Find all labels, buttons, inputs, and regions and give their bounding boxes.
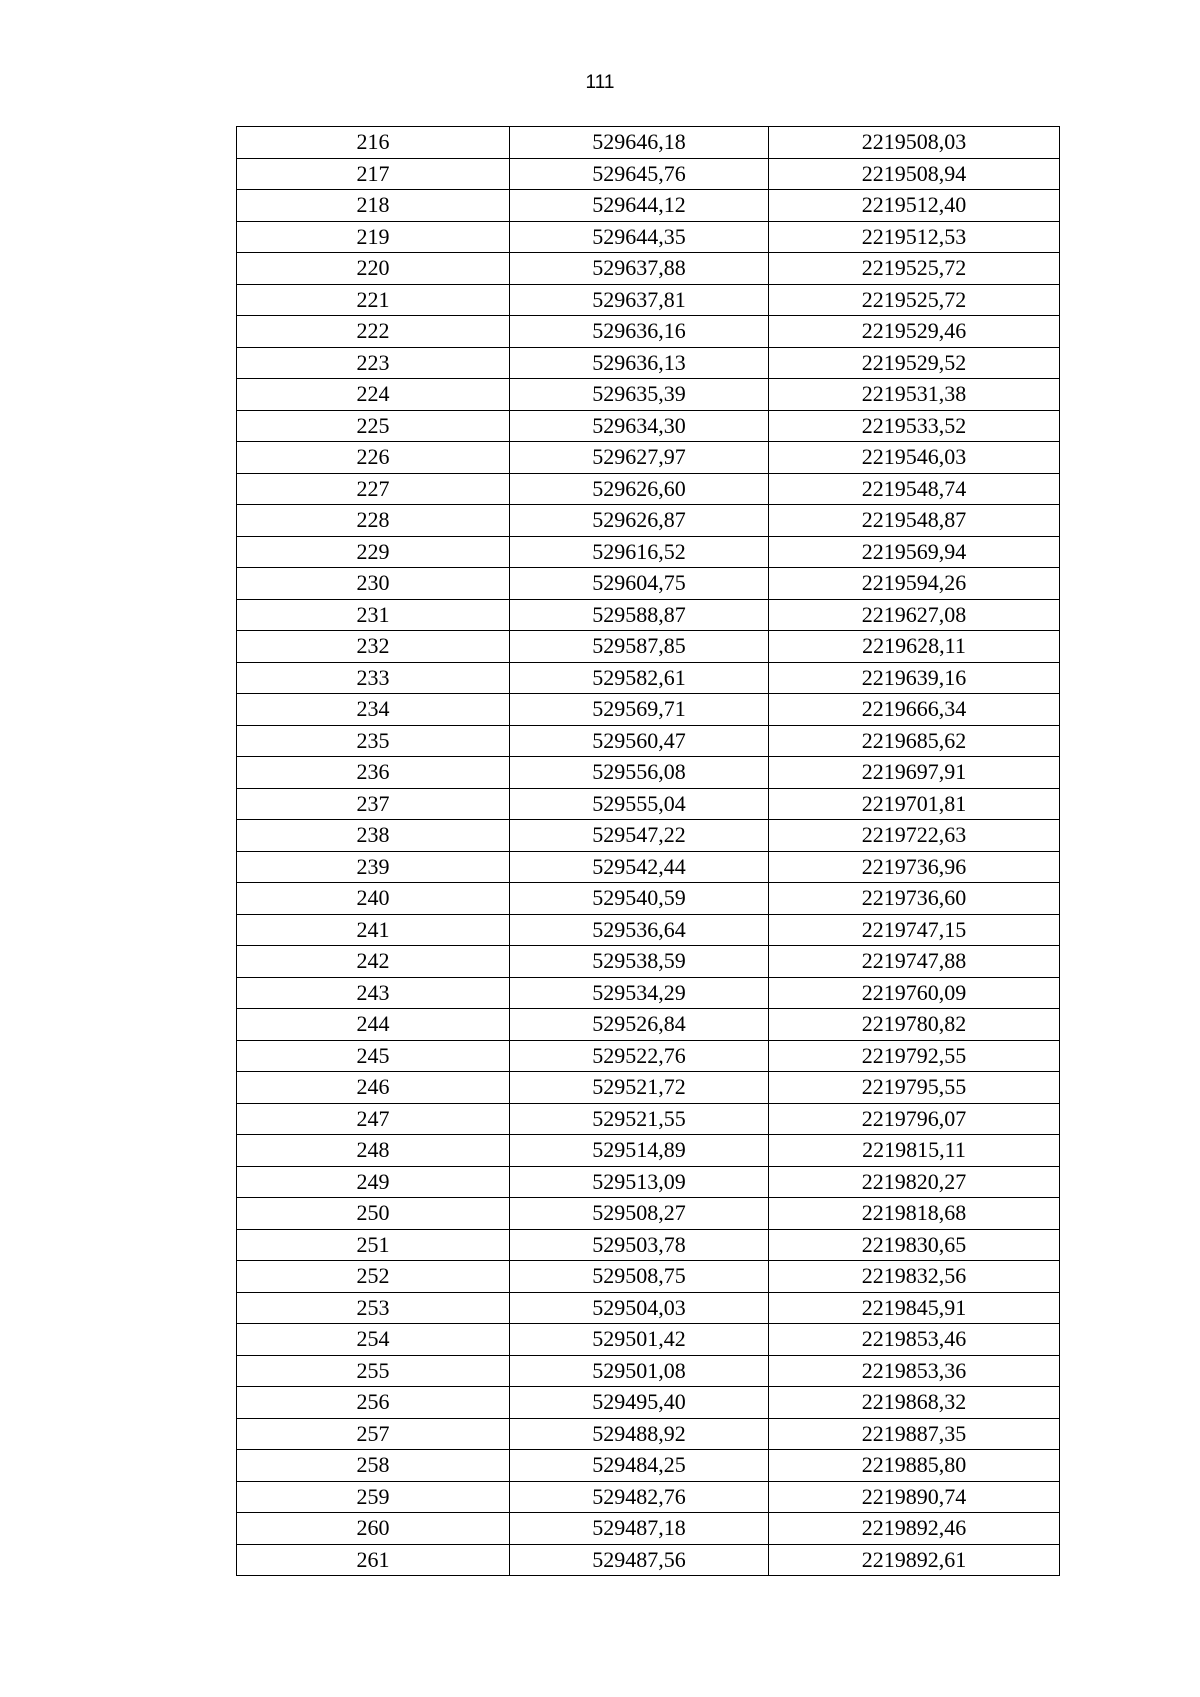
table-row <box>237 473 1060 505</box>
point-number-cell: 256 <box>237 1387 510 1419</box>
point-number-cell: 244 <box>237 1009 510 1041</box>
point-number-cell: 249 <box>237 1166 510 1198</box>
x-coordinate-cell: 529636,13 <box>510 347 769 379</box>
y-coordinate-cell: 2219639,16 <box>769 662 1060 694</box>
y-coordinate-cell: 2219830,65 <box>769 1229 1060 1261</box>
point-number-cell: 247 <box>237 1103 510 1135</box>
x-coordinate-cell: 529508,27 <box>510 1198 769 1230</box>
table-row <box>237 1072 1060 1104</box>
table-row <box>237 568 1060 600</box>
y-coordinate-cell: 2219548,87 <box>769 505 1060 537</box>
point-number-cell: 242 <box>237 946 510 978</box>
point-number-cell: 241 <box>237 914 510 946</box>
table-row <box>237 284 1060 316</box>
x-coordinate-cell: 529637,81 <box>510 284 769 316</box>
point-number-cell: 216 <box>237 127 510 159</box>
table-row <box>237 1292 1060 1324</box>
table-row <box>237 1103 1060 1135</box>
point-number-cell: 231 <box>237 599 510 631</box>
y-coordinate-cell: 2219747,88 <box>769 946 1060 978</box>
point-number-cell: 222 <box>237 316 510 348</box>
x-coordinate-cell: 529501,08 <box>510 1355 769 1387</box>
table-row <box>237 442 1060 474</box>
point-number-cell: 261 <box>237 1544 510 1576</box>
point-number-cell: 223 <box>237 347 510 379</box>
x-coordinate-cell: 529536,64 <box>510 914 769 946</box>
x-coordinate-cell: 529582,61 <box>510 662 769 694</box>
x-coordinate-cell: 529521,55 <box>510 1103 769 1135</box>
point-number-cell: 217 <box>237 158 510 190</box>
x-coordinate-cell: 529508,75 <box>510 1261 769 1293</box>
y-coordinate-cell: 2219780,82 <box>769 1009 1060 1041</box>
table-row <box>237 410 1060 442</box>
point-number-cell: 224 <box>237 379 510 411</box>
x-coordinate-cell: 529604,75 <box>510 568 769 600</box>
x-coordinate-cell: 529569,71 <box>510 694 769 726</box>
table-row <box>237 1198 1060 1230</box>
point-number-cell: 229 <box>237 536 510 568</box>
x-coordinate-cell: 529555,04 <box>510 788 769 820</box>
x-coordinate-cell: 529514,89 <box>510 1135 769 1167</box>
y-coordinate-cell: 2219796,07 <box>769 1103 1060 1135</box>
x-coordinate-cell: 529627,97 <box>510 442 769 474</box>
x-coordinate-cell: 529587,85 <box>510 631 769 663</box>
point-number-cell: 237 <box>237 788 510 820</box>
point-number-cell: 258 <box>237 1450 510 1482</box>
point-number-cell: 221 <box>237 284 510 316</box>
y-coordinate-cell: 2219508,94 <box>769 158 1060 190</box>
point-number-cell: 225 <box>237 410 510 442</box>
x-coordinate-cell: 529626,87 <box>510 505 769 537</box>
table-row <box>237 757 1060 789</box>
table-row <box>237 1387 1060 1419</box>
x-coordinate-cell: 529540,59 <box>510 883 769 915</box>
x-coordinate-cell: 529487,18 <box>510 1513 769 1545</box>
point-number-cell: 255 <box>237 1355 510 1387</box>
table-row <box>237 1261 1060 1293</box>
point-number-cell: 234 <box>237 694 510 726</box>
point-number-cell: 252 <box>237 1261 510 1293</box>
y-coordinate-cell: 2219890,74 <box>769 1481 1060 1513</box>
x-coordinate-cell: 529626,60 <box>510 473 769 505</box>
table-row <box>237 347 1060 379</box>
y-coordinate-cell: 2219892,61 <box>769 1544 1060 1576</box>
coordinates-table-body <box>237 127 1060 1576</box>
point-number-cell: 243 <box>237 977 510 1009</box>
x-coordinate-cell: 529547,22 <box>510 820 769 852</box>
y-coordinate-cell: 2219818,68 <box>769 1198 1060 1230</box>
table-row <box>237 977 1060 1009</box>
y-coordinate-cell: 2219892,46 <box>769 1513 1060 1545</box>
y-coordinate-cell: 2219685,62 <box>769 725 1060 757</box>
point-number-cell: 259 <box>237 1481 510 1513</box>
y-coordinate-cell: 2219820,27 <box>769 1166 1060 1198</box>
table-row <box>237 631 1060 663</box>
table-row <box>237 1229 1060 1261</box>
y-coordinate-cell: 2219628,11 <box>769 631 1060 663</box>
x-coordinate-cell: 529646,18 <box>510 127 769 159</box>
table-row <box>237 536 1060 568</box>
table-row <box>237 788 1060 820</box>
x-coordinate-cell: 529488,92 <box>510 1418 769 1450</box>
table-row <box>237 1481 1060 1513</box>
x-coordinate-cell: 529542,44 <box>510 851 769 883</box>
x-coordinate-cell: 529588,87 <box>510 599 769 631</box>
y-coordinate-cell: 2219701,81 <box>769 788 1060 820</box>
point-number-cell: 226 <box>237 442 510 474</box>
x-coordinate-cell: 529645,76 <box>510 158 769 190</box>
y-coordinate-cell: 2219594,26 <box>769 568 1060 600</box>
y-coordinate-cell: 2219736,60 <box>769 883 1060 915</box>
y-coordinate-cell: 2219529,46 <box>769 316 1060 348</box>
x-coordinate-cell: 529513,09 <box>510 1166 769 1198</box>
x-coordinate-cell: 529634,30 <box>510 410 769 442</box>
y-coordinate-cell: 2219627,08 <box>769 599 1060 631</box>
table-row <box>237 1544 1060 1576</box>
point-number-cell: 245 <box>237 1040 510 1072</box>
table-row <box>237 883 1060 915</box>
point-number-cell: 260 <box>237 1513 510 1545</box>
x-coordinate-cell: 529534,29 <box>510 977 769 1009</box>
table-row <box>237 379 1060 411</box>
y-coordinate-cell: 2219887,35 <box>769 1418 1060 1450</box>
x-coordinate-cell: 529522,76 <box>510 1040 769 1072</box>
table-row <box>237 851 1060 883</box>
x-coordinate-cell: 529504,03 <box>510 1292 769 1324</box>
y-coordinate-cell: 2219569,94 <box>769 536 1060 568</box>
table-row <box>237 1324 1060 1356</box>
table-row <box>237 1513 1060 1545</box>
point-number-cell: 235 <box>237 725 510 757</box>
table-row <box>237 1009 1060 1041</box>
y-coordinate-cell: 2219697,91 <box>769 757 1060 789</box>
table-row <box>237 662 1060 694</box>
y-coordinate-cell: 2219760,09 <box>769 977 1060 1009</box>
point-number-cell: 219 <box>237 221 510 253</box>
point-number-cell: 250 <box>237 1198 510 1230</box>
y-coordinate-cell: 2219533,52 <box>769 410 1060 442</box>
point-number-cell: 251 <box>237 1229 510 1261</box>
y-coordinate-cell: 2219512,53 <box>769 221 1060 253</box>
x-coordinate-cell: 529556,08 <box>510 757 769 789</box>
x-coordinate-cell: 529616,52 <box>510 536 769 568</box>
y-coordinate-cell: 2219853,36 <box>769 1355 1060 1387</box>
x-coordinate-cell: 529644,35 <box>510 221 769 253</box>
y-coordinate-cell: 2219792,55 <box>769 1040 1060 1072</box>
point-number-cell: 238 <box>237 820 510 852</box>
x-coordinate-cell: 529526,84 <box>510 1009 769 1041</box>
y-coordinate-cell: 2219548,74 <box>769 473 1060 505</box>
x-coordinate-cell: 529487,56 <box>510 1544 769 1576</box>
point-number-cell: 257 <box>237 1418 510 1450</box>
y-coordinate-cell: 2219736,96 <box>769 851 1060 883</box>
y-coordinate-cell: 2219525,72 <box>769 253 1060 285</box>
y-coordinate-cell: 2219531,38 <box>769 379 1060 411</box>
point-number-cell: 233 <box>237 662 510 694</box>
table-row <box>237 914 1060 946</box>
table-row <box>237 1450 1060 1482</box>
y-coordinate-cell: 2219845,91 <box>769 1292 1060 1324</box>
point-number-cell: 220 <box>237 253 510 285</box>
x-coordinate-cell: 529482,76 <box>510 1481 769 1513</box>
table-row <box>237 190 1060 222</box>
point-number-cell: 228 <box>237 505 510 537</box>
table-row <box>237 1355 1060 1387</box>
point-number-cell: 218 <box>237 190 510 222</box>
table-row <box>237 1040 1060 1072</box>
y-coordinate-cell: 2219512,40 <box>769 190 1060 222</box>
y-coordinate-cell: 2219747,15 <box>769 914 1060 946</box>
point-number-cell: 236 <box>237 757 510 789</box>
coordinates-table <box>236 126 1060 1576</box>
table-row <box>237 1135 1060 1167</box>
x-coordinate-cell: 529635,39 <box>510 379 769 411</box>
table-row <box>237 820 1060 852</box>
table-row <box>237 221 1060 253</box>
table-row <box>237 599 1060 631</box>
x-coordinate-cell: 529521,72 <box>510 1072 769 1104</box>
point-number-cell: 253 <box>237 1292 510 1324</box>
point-number-cell: 254 <box>237 1324 510 1356</box>
table-row <box>237 1418 1060 1450</box>
table-row <box>237 725 1060 757</box>
table-row <box>237 946 1060 978</box>
x-coordinate-cell: 529484,25 <box>510 1450 769 1482</box>
y-coordinate-cell: 2219666,34 <box>769 694 1060 726</box>
y-coordinate-cell: 2219546,03 <box>769 442 1060 474</box>
point-number-cell: 248 <box>237 1135 510 1167</box>
x-coordinate-cell: 529495,40 <box>510 1387 769 1419</box>
x-coordinate-cell: 529637,88 <box>510 253 769 285</box>
page-number: 111 <box>585 72 615 93</box>
point-number-cell: 230 <box>237 568 510 600</box>
table-row <box>237 1166 1060 1198</box>
y-coordinate-cell: 2219853,46 <box>769 1324 1060 1356</box>
x-coordinate-cell: 529501,42 <box>510 1324 769 1356</box>
y-coordinate-cell: 2219525,72 <box>769 284 1060 316</box>
table-row <box>237 158 1060 190</box>
point-number-cell: 227 <box>237 473 510 505</box>
x-coordinate-cell: 529538,59 <box>510 946 769 978</box>
y-coordinate-cell: 2219815,11 <box>769 1135 1060 1167</box>
y-coordinate-cell: 2219508,03 <box>769 127 1060 159</box>
table-row <box>237 505 1060 537</box>
x-coordinate-cell: 529560,47 <box>510 725 769 757</box>
point-number-cell: 246 <box>237 1072 510 1104</box>
table-row <box>237 127 1060 159</box>
table-row <box>237 694 1060 726</box>
y-coordinate-cell: 2219722,63 <box>769 820 1060 852</box>
point-number-cell: 232 <box>237 631 510 663</box>
y-coordinate-cell: 2219832,56 <box>769 1261 1060 1293</box>
y-coordinate-cell: 2219885,80 <box>769 1450 1060 1482</box>
point-number-cell: 240 <box>237 883 510 915</box>
y-coordinate-cell: 2219795,55 <box>769 1072 1060 1104</box>
x-coordinate-cell: 529636,16 <box>510 316 769 348</box>
table-row <box>237 316 1060 348</box>
y-coordinate-cell: 2219529,52 <box>769 347 1060 379</box>
point-number-cell: 239 <box>237 851 510 883</box>
x-coordinate-cell: 529644,12 <box>510 190 769 222</box>
table-row <box>237 253 1060 285</box>
y-coordinate-cell: 2219868,32 <box>769 1387 1060 1419</box>
x-coordinate-cell: 529503,78 <box>510 1229 769 1261</box>
